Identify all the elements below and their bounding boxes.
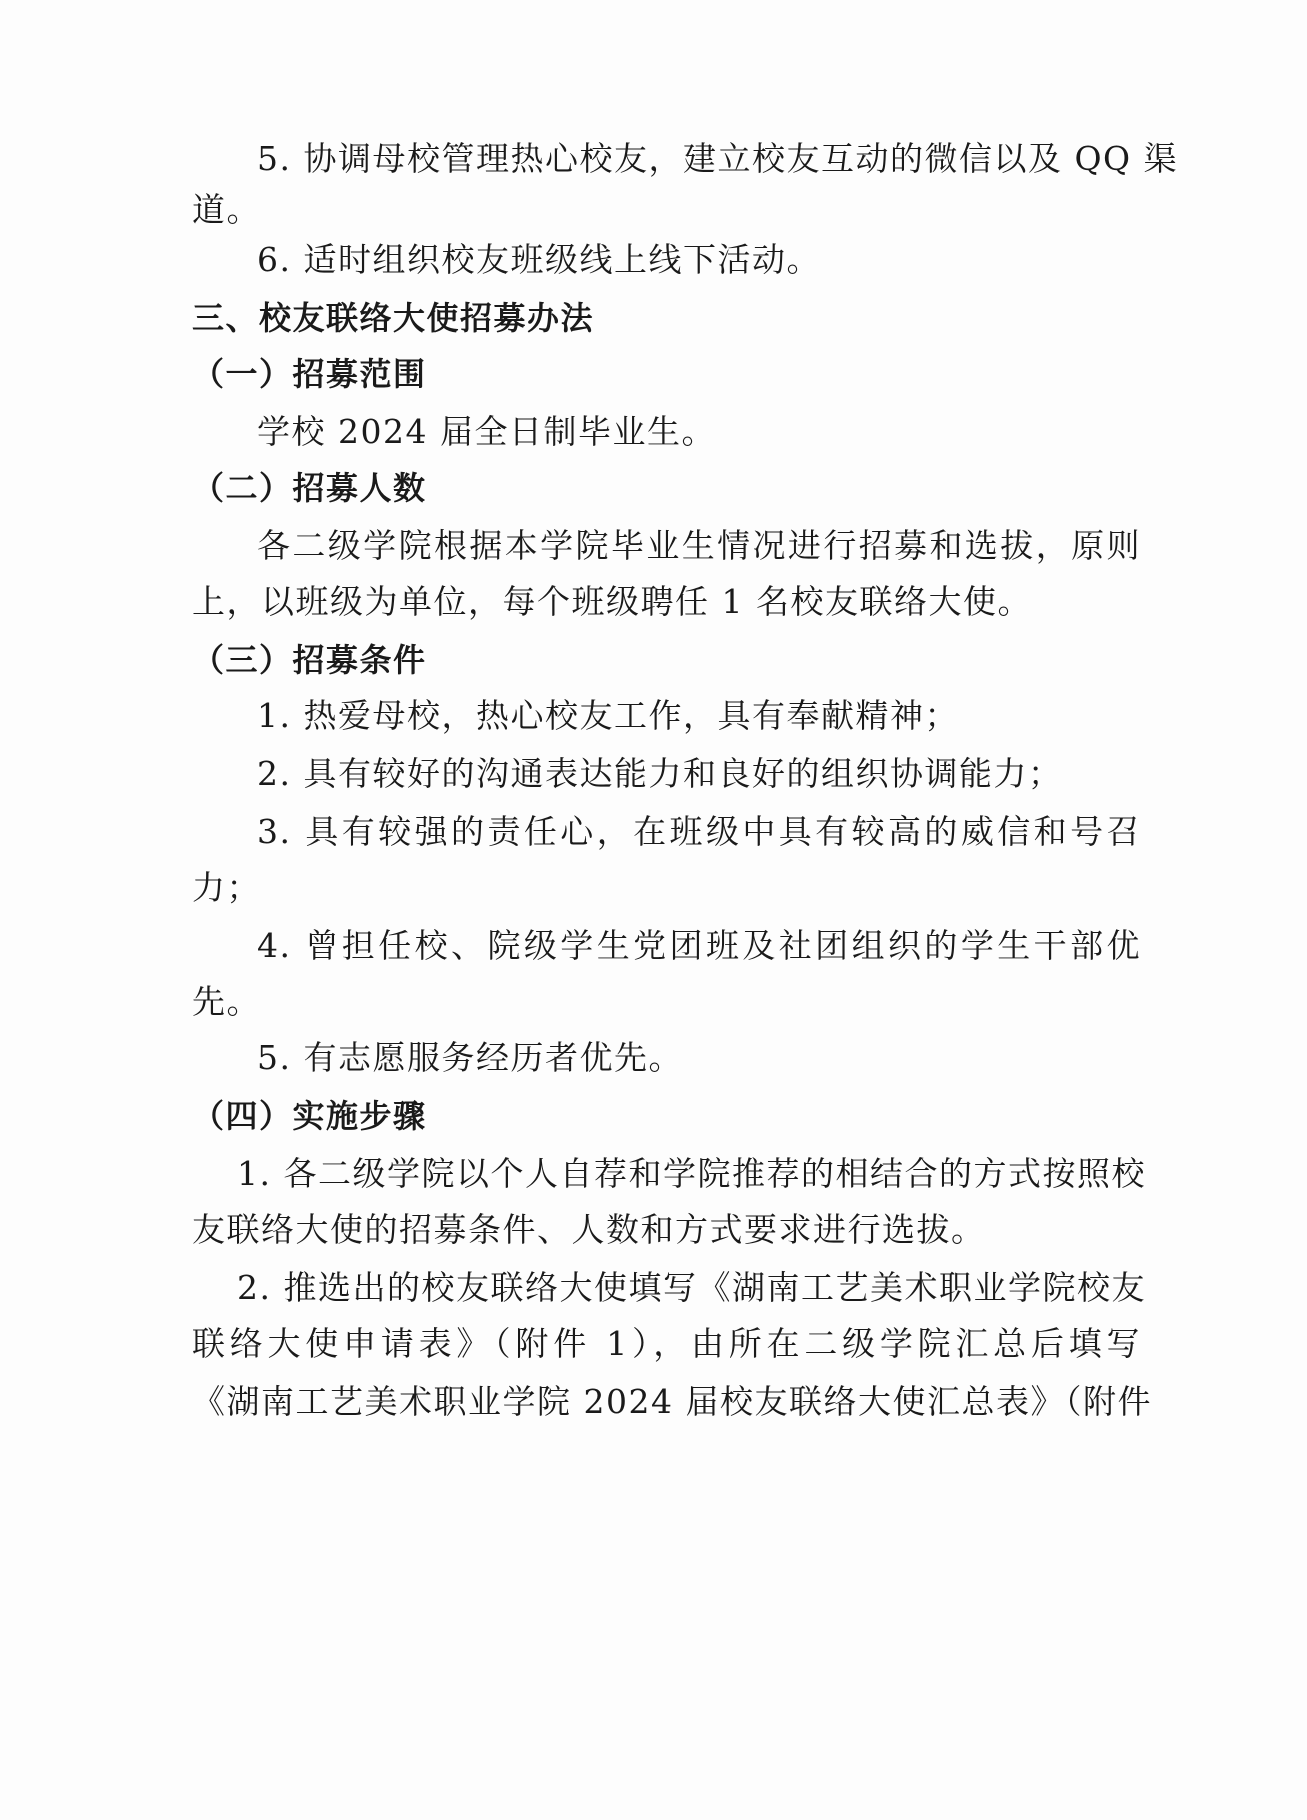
paragraph-line: 友联络大使的招募条件、人数和方式要求进行选拔。 [192, 1210, 986, 1249]
paragraph-line: 1. 热爱母校，热心校友工作，具有奉献精神； [257, 696, 959, 735]
paragraph-line: 联络大使申请表》（附件 1），由所在二级学院汇总后填写 [192, 1324, 1141, 1363]
paragraph-line: 4. 曾担任校、院级学生党团班及社团组织的学生干部优 [257, 926, 1141, 965]
paragraph-line: 3. 具有较强的责任心，在班级中具有较高的威信和号召 [257, 812, 1141, 851]
paragraph-line: 2. 具有较好的沟通表达能力和良好的组织协调能力； [257, 754, 1063, 793]
paragraph-line: 先。 [192, 982, 261, 1021]
paragraph-line: 5. 协调母校管理热心校友，建立校友互动的微信以及 QQ 渠 [257, 139, 1179, 178]
paragraph-line: 上，以班级为单位，每个班级聘任 1 名校友联络大使。 [192, 582, 1032, 621]
subsection-heading: （四）实施步骤 [192, 1097, 427, 1135]
subsection-heading: （三）招募条件 [192, 641, 427, 679]
paragraph-line: 2. 推选出的校友联络大使填写《湖南工艺美术职业学院校友 [237, 1268, 1146, 1307]
paragraph-line: 6. 适时组织校友班级线上线下活动。 [257, 240, 821, 279]
paragraph-line: 学校 2024 届全日制毕业生。 [257, 412, 716, 451]
paragraph-line: 1. 各二级学院以个人自荐和学院推荐的相结合的方式按照校 [237, 1154, 1146, 1193]
section-heading: 三、校友联络大使招募办法 [192, 299, 595, 337]
paragraph-line: 力； [192, 868, 261, 907]
paragraph-line: 道。 [192, 190, 261, 229]
subsection-heading: （二）招募人数 [192, 469, 427, 507]
paragraph-line: 5. 有志愿服务经历者优先。 [257, 1038, 683, 1077]
paragraph-line: 《湖南工艺美术职业学院 2024 届校友联络大使汇总表》（附件 [192, 1382, 1152, 1421]
subsection-heading: （一）招募范围 [192, 355, 427, 393]
paragraph-line: 各二级学院根据本学院毕业生情况进行招募和选拔，原则 [257, 526, 1141, 565]
